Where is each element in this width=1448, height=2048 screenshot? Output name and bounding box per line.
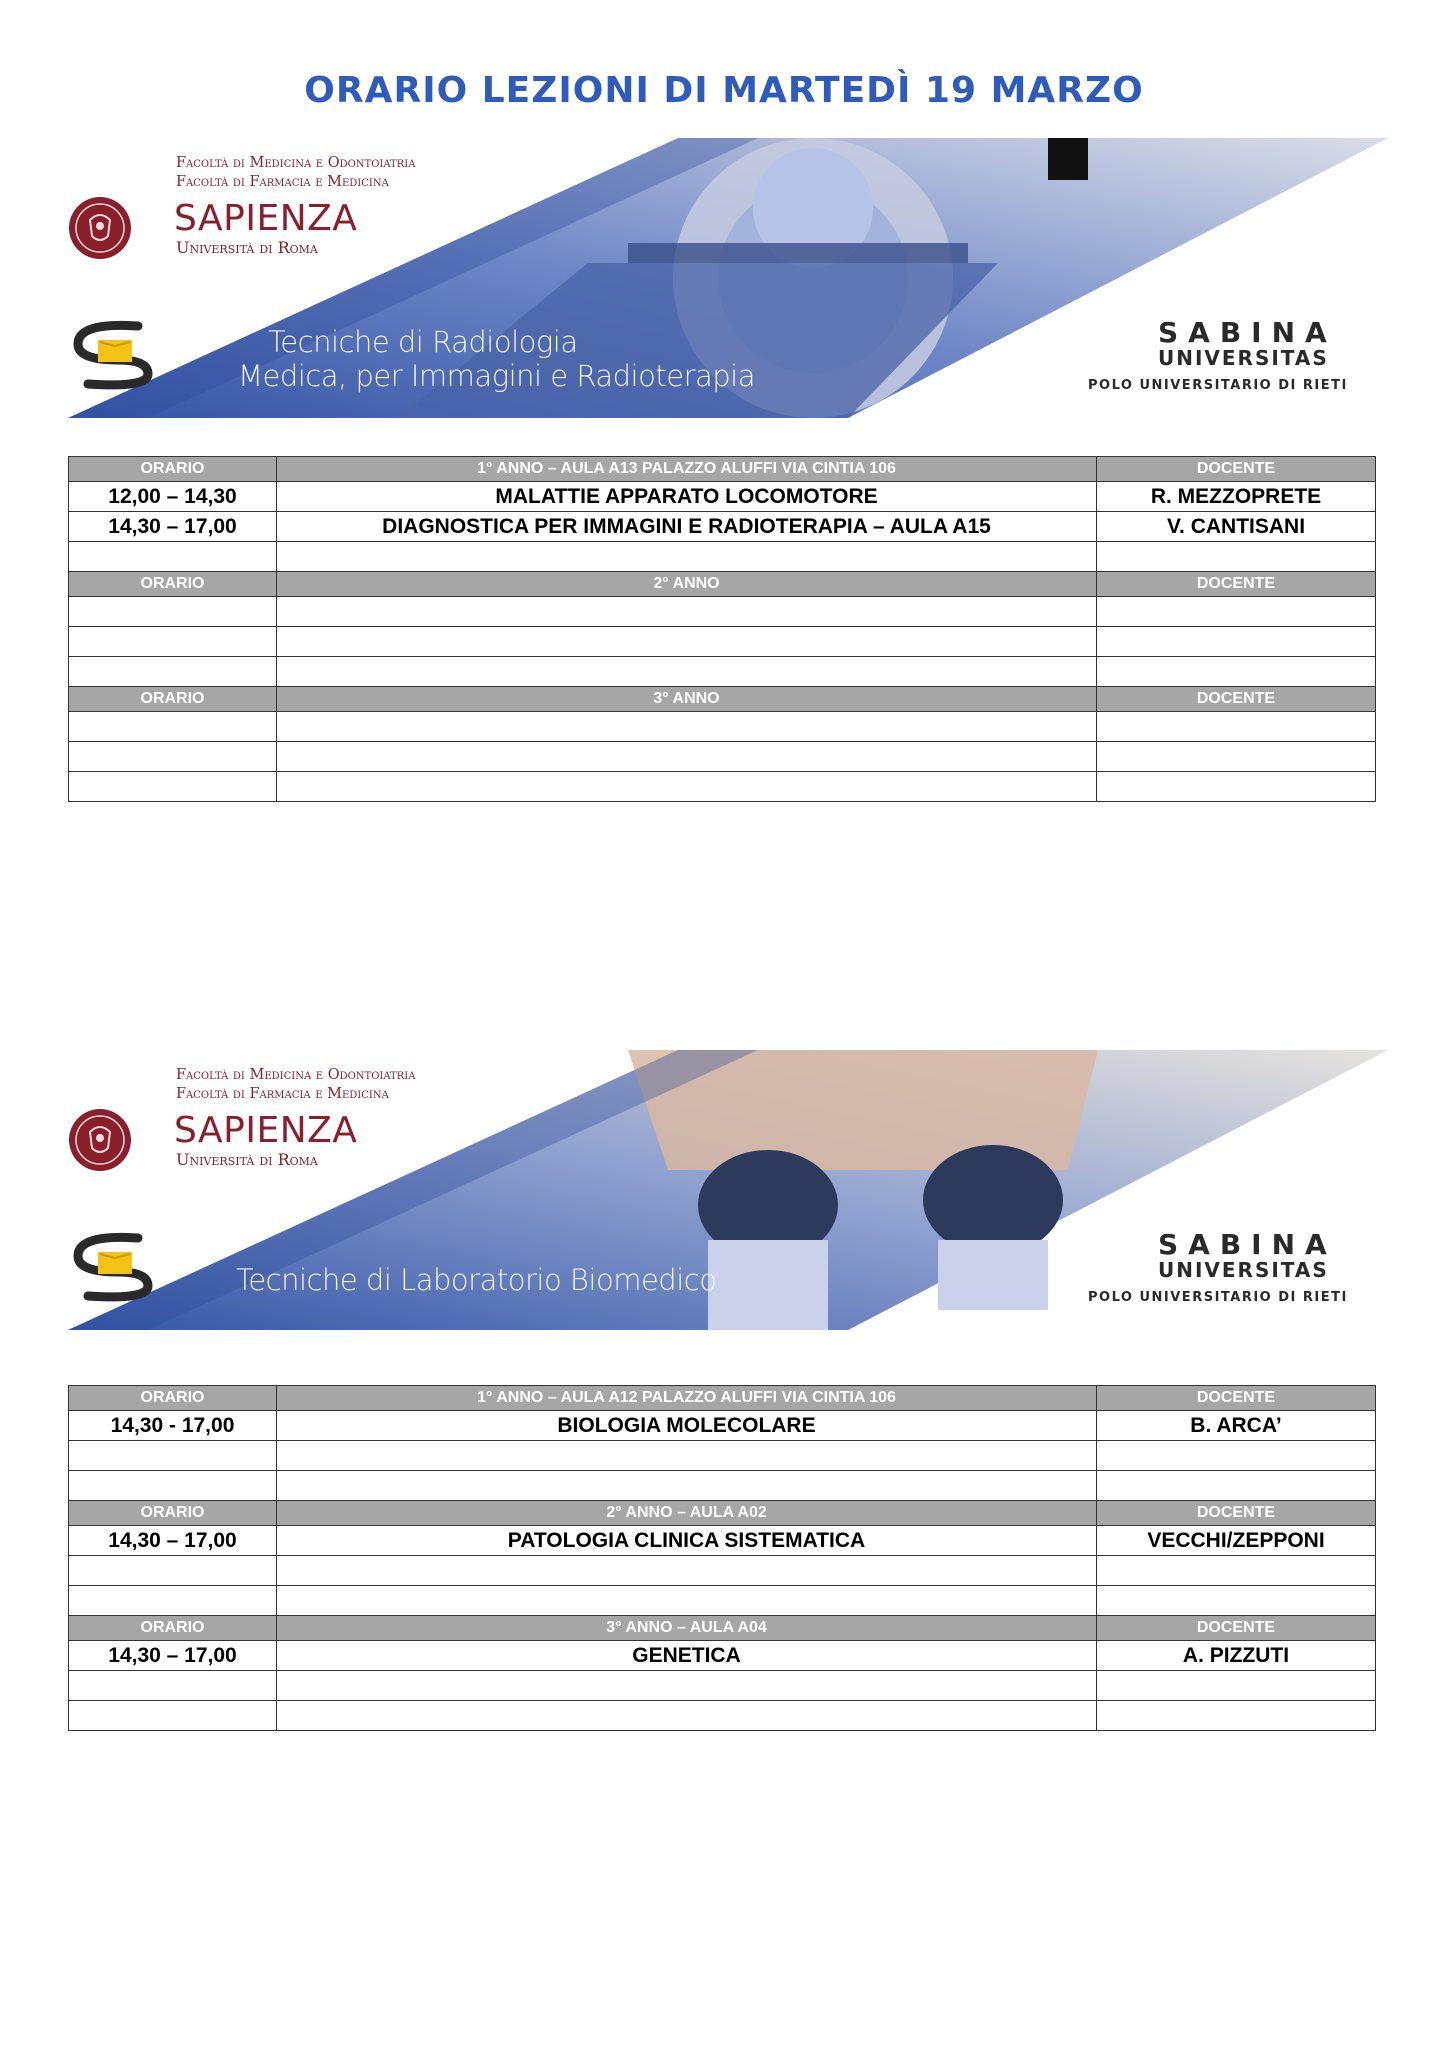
cell-time: 12,00 – 14,30 xyxy=(69,482,277,512)
cell-course xyxy=(277,1586,1097,1616)
cell-time xyxy=(69,1556,277,1586)
table-header-row xyxy=(69,1386,1376,1411)
sabina-universitas: UNIVERSITAS xyxy=(1158,346,1329,370)
header-orario: ORARIO xyxy=(69,1501,277,1526)
course-title-line-1: Tecniche di Laboratorio Biomedico xyxy=(236,1263,717,1297)
header-orario: ORARIO xyxy=(69,572,277,597)
header-docente: DOCENTE xyxy=(1097,1501,1376,1526)
header-course: 2° ANNO – AULA A02 xyxy=(277,1501,1097,1526)
cell-teacher xyxy=(1097,1701,1376,1731)
table-row xyxy=(69,1701,1376,1731)
cell-course xyxy=(277,1556,1097,1586)
cell-time xyxy=(69,1441,277,1471)
cell-teacher: R. MEZZOPRETE xyxy=(1097,482,1376,512)
cell-teacher xyxy=(1097,1471,1376,1501)
course-title-line-2: Medica, per Immagini e Radioterapia xyxy=(238,359,756,393)
cell-time xyxy=(69,542,277,572)
faculty-line-1: Facoltà di Medicina e Odontoiatria xyxy=(176,1067,416,1083)
page-title: ORARIO LEZIONI DI MARTEDÌ 19 MARZO xyxy=(304,70,1144,111)
sabina-polo: POLO UNIVERSITARIO DI RIETI xyxy=(1088,378,1348,393)
cell-course: BIOLOGIA MOLECOLARE xyxy=(277,1411,1097,1441)
cell-course: GENETICA xyxy=(277,1641,1097,1671)
cell-teacher xyxy=(1097,772,1376,802)
table-row xyxy=(69,772,1376,802)
cell-time: 14,30 – 17,00 xyxy=(69,512,277,542)
cell-course xyxy=(277,1671,1097,1701)
schedule-table-radiologia xyxy=(68,456,1376,802)
table-row xyxy=(69,627,1376,657)
table-row xyxy=(69,512,1376,542)
banner-radiologia xyxy=(68,138,1388,418)
cell-course xyxy=(277,657,1097,687)
sabina-logo-icon xyxy=(68,1226,368,1306)
table-row xyxy=(69,712,1376,742)
cell-teacher xyxy=(1097,1671,1376,1701)
sabina-name: SABINA xyxy=(1158,316,1337,349)
table-row xyxy=(69,1471,1376,1501)
sabina-polo: POLO UNIVERSITARIO DI RIETI xyxy=(1088,1290,1348,1305)
cell-time xyxy=(69,597,277,627)
sabina-universitas: UNIVERSITAS xyxy=(1158,1258,1329,1282)
table-row xyxy=(69,542,1376,572)
header-orario: ORARIO xyxy=(69,457,277,482)
sabina-name: SABINA xyxy=(1158,1228,1337,1261)
header-orario: ORARIO xyxy=(69,1616,277,1641)
cell-teacher xyxy=(1097,657,1376,687)
cell-teacher: VECCHI/ZEPPONI xyxy=(1097,1526,1376,1556)
table-header-row xyxy=(69,572,1376,597)
cell-course xyxy=(277,772,1097,802)
sapienza-seal-icon xyxy=(68,1108,132,1172)
cell-teacher xyxy=(1097,627,1376,657)
cell-time: 14,30 - 17,00 xyxy=(69,1411,277,1441)
cell-teacher xyxy=(1097,597,1376,627)
cell-course xyxy=(277,627,1097,657)
cell-course: MALATTIE APPARATO LOCOMOTORE xyxy=(277,482,1097,512)
table-row xyxy=(69,1526,1376,1556)
cell-course xyxy=(277,742,1097,772)
header-docente: DOCENTE xyxy=(1097,687,1376,712)
table-row xyxy=(69,657,1376,687)
cell-course xyxy=(277,542,1097,572)
cell-time xyxy=(69,1471,277,1501)
faculty-line-2: Facoltà di Farmacia e Medicina xyxy=(176,1086,389,1102)
cell-time: 14,30 – 17,00 xyxy=(69,1641,277,1671)
course-title-line-1: Tecniche di Radiologia xyxy=(268,325,578,359)
sapienza-name: SAPIENZA xyxy=(174,198,358,239)
cell-teacher: B. ARCA’ xyxy=(1097,1411,1376,1441)
header-docente: DOCENTE xyxy=(1097,572,1376,597)
cell-teacher xyxy=(1097,1586,1376,1616)
cell-time xyxy=(69,1701,277,1731)
cell-teacher xyxy=(1097,542,1376,572)
sapienza-sub: Università di Roma xyxy=(176,238,318,257)
table-row xyxy=(69,1411,1376,1441)
cell-course xyxy=(277,1441,1097,1471)
header-course: 3° ANNO – AULA A04 xyxy=(277,1616,1097,1641)
cell-time xyxy=(69,1586,277,1616)
header-course: 3° ANNO xyxy=(277,687,1097,712)
table-row xyxy=(69,742,1376,772)
cell-teacher xyxy=(1097,1556,1376,1586)
header-course: 1° ANNO – AULA A13 PALAZZO ALUFFI VIA CINTIA 106 xyxy=(277,457,1097,482)
cell-time xyxy=(69,627,277,657)
cell-course xyxy=(277,597,1097,627)
cell-time: 14,30 – 17,00 xyxy=(69,1526,277,1556)
cell-time xyxy=(69,1671,277,1701)
table-row xyxy=(69,1441,1376,1471)
table-row xyxy=(69,1641,1376,1671)
table-header-row xyxy=(69,1501,1376,1526)
table-row xyxy=(69,482,1376,512)
header-docente: DOCENTE xyxy=(1097,457,1376,482)
banner-laboratorio xyxy=(68,1050,1388,1330)
sapienza-name: SAPIENZA xyxy=(174,1110,358,1151)
table-row xyxy=(69,1556,1376,1586)
faculty-line-1: Facoltà di Medicina e Odontoiatria xyxy=(176,155,416,171)
header-course: 1° ANNO – AULA A12 PALAZZO ALUFFI VIA CINTIA 106 xyxy=(277,1386,1097,1411)
table-header-row xyxy=(69,457,1376,482)
faculty-line-2: Facoltà di Farmacia e Medicina xyxy=(176,174,389,190)
cell-teacher xyxy=(1097,742,1376,772)
cell-course xyxy=(277,712,1097,742)
header-course: 2° ANNO xyxy=(277,572,1097,597)
table-header-row xyxy=(69,1616,1376,1641)
cell-time xyxy=(69,772,277,802)
table-row xyxy=(69,597,1376,627)
sabina-logo-icon xyxy=(68,314,368,394)
cell-time xyxy=(69,742,277,772)
header-orario: ORARIO xyxy=(69,687,277,712)
sapienza-sub: Università di Roma xyxy=(176,1150,318,1169)
cell-course: PATOLOGIA CLINICA SISTEMATICA xyxy=(277,1526,1097,1556)
cell-teacher: A. PIZZUTI xyxy=(1097,1641,1376,1671)
cell-teacher xyxy=(1097,712,1376,742)
cell-course: DIAGNOSTICA PER IMMAGINI E RADIOTERAPIA – AULA A15 xyxy=(277,512,1097,542)
cell-time xyxy=(69,657,277,687)
sapienza-seal-icon xyxy=(68,196,132,260)
cell-course xyxy=(277,1471,1097,1501)
cell-teacher xyxy=(1097,1441,1376,1471)
cell-time xyxy=(69,712,277,742)
header-orario: ORARIO xyxy=(69,1386,277,1411)
header-docente: DOCENTE xyxy=(1097,1386,1376,1411)
table-row xyxy=(69,1586,1376,1616)
schedule-table-laboratorio xyxy=(68,1385,1376,1731)
cell-course xyxy=(277,1701,1097,1731)
table-row xyxy=(69,1671,1376,1701)
cell-teacher: V. CANTISANI xyxy=(1097,512,1376,542)
header-docente: DOCENTE xyxy=(1097,1616,1376,1641)
table-header-row xyxy=(69,687,1376,712)
